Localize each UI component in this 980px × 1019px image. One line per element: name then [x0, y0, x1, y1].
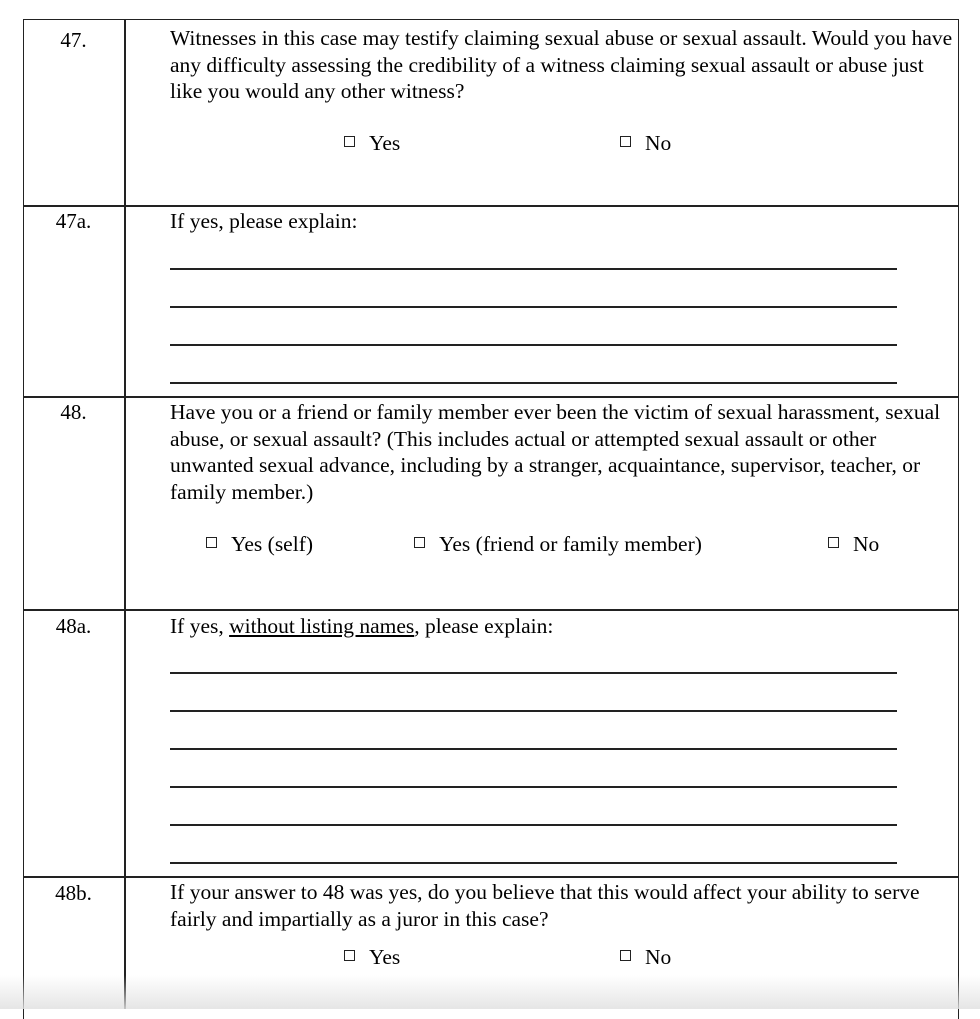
answer-line[interactable] [170, 382, 897, 384]
question-number-47a: 47a. [55, 209, 92, 233]
checkbox-icon[interactable] [344, 136, 355, 147]
column-divider [124, 19, 126, 1009]
row-divider [23, 396, 959, 398]
questionnaire-table [23, 19, 959, 1019]
option-yes-friend-family-48[interactable] [414, 531, 702, 557]
option-no-47[interactable] [620, 130, 671, 156]
question-text-48: Have you or a friend or family member ever been the victim of sexual harassment, sexual abuse, or sexual assault? (This includes actual or attempted sexual assault or other unwanted sexual advance, including by a stranger, acquaintance, supervisor, teacher, or family member.) [170, 400, 941, 504]
option-label: No [645, 945, 672, 969]
option-label: Yes (self) [231, 532, 314, 556]
row-divider [23, 609, 959, 611]
checkbox-icon[interactable] [620, 950, 631, 961]
checkbox-icon[interactable] [206, 537, 217, 548]
answer-line[interactable] [170, 672, 897, 674]
question-text-48b: If your answer to 48 was yes, do you believe that this would affect your ability to serve fairly and impartially as a juror in this case? [170, 880, 920, 931]
question-text-48a [170, 613, 955, 640]
answer-line[interactable] [170, 786, 897, 788]
answer-line[interactable] [170, 268, 897, 270]
option-no-48[interactable] [828, 531, 879, 557]
text-segment: , please explain: [414, 614, 554, 638]
option-yes-47[interactable] [344, 130, 400, 156]
question-number-47: 47. [60, 28, 87, 52]
question-number-48b: 48b. [55, 881, 92, 905]
checkbox-icon[interactable] [344, 950, 355, 961]
answer-line[interactable] [170, 710, 897, 712]
answer-line[interactable] [170, 824, 897, 826]
answer-line[interactable] [170, 344, 897, 346]
page-bottom-shadow [0, 975, 980, 1009]
row-divider [23, 876, 959, 878]
question-text-47a: If yes, please explain: [170, 209, 358, 233]
option-label: Yes (friend or family member) [439, 532, 702, 556]
question-number-48: 48. [60, 400, 87, 424]
checkbox-icon[interactable] [414, 537, 425, 548]
option-yes-48b[interactable] [344, 944, 400, 970]
checkbox-icon[interactable] [828, 537, 839, 548]
option-no-48b[interactable] [620, 944, 671, 970]
underlined-text: without listing names [229, 614, 415, 638]
option-yes-self-48[interactable] [206, 531, 313, 557]
answer-line[interactable] [170, 862, 897, 864]
option-label: No [853, 532, 880, 556]
question-text-47: Witnesses in this case may testify claiming sexual abuse or sexual assault. Would you have any difficulty assessing the credibility of a witness claiming sexual assault or abuse just like you would any other witness? [170, 26, 953, 103]
option-label: Yes [369, 945, 401, 969]
option-label: No [645, 131, 672, 155]
answer-line[interactable] [170, 748, 897, 750]
checkbox-icon[interactable] [620, 136, 631, 147]
row-divider [23, 205, 959, 207]
question-number-48a: 48a. [55, 614, 92, 638]
option-label: Yes [369, 131, 401, 155]
answer-line[interactable] [170, 306, 897, 308]
text-segment: If yes, [170, 614, 230, 638]
